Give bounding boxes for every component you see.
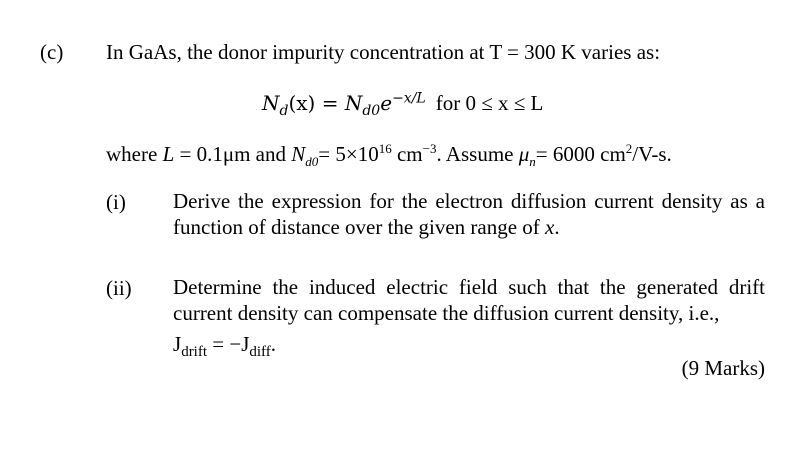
where-exp-16: 16 bbox=[378, 141, 392, 156]
where-exp-m3: −3 bbox=[422, 141, 437, 156]
part-i-text-b: . bbox=[554, 215, 560, 239]
where-mu: μ bbox=[518, 142, 530, 166]
part-i-text-a: Derive the expression for the electron diffusion current density as a function of distance over the given range of bbox=[173, 189, 765, 239]
eq-lhs-var: N bbox=[262, 90, 280, 115]
j-diff: J bbox=[241, 332, 250, 356]
where-text-5: . Assume bbox=[436, 142, 519, 166]
where-N: N bbox=[291, 142, 306, 166]
where-N-sub: d0 bbox=[305, 154, 319, 170]
where-text-2: = 0.1μm and bbox=[174, 142, 292, 166]
where-text-3: = 5×10 bbox=[318, 142, 379, 166]
where-text-6: = 6000 cm bbox=[535, 142, 626, 166]
j-drift-sub: drift bbox=[181, 344, 208, 361]
given-values bbox=[106, 141, 672, 170]
eq-rhs-sub: d0 bbox=[362, 102, 381, 119]
eq-rhs-exp: −x/L bbox=[392, 90, 426, 106]
eq-range: for 0 ≤ x ≤ L bbox=[435, 90, 544, 115]
eq-equals: = bbox=[315, 90, 345, 115]
j-equals: = − bbox=[207, 332, 242, 356]
where-mu-sub: n bbox=[529, 154, 536, 170]
eq-rhs-var: N bbox=[344, 90, 363, 115]
part-i-number: (i) bbox=[106, 190, 126, 214]
marks-label: (9 Marks) bbox=[681, 356, 765, 380]
current-balance-equation bbox=[173, 332, 276, 361]
part-ii-text: Determine the induced electric field such that the generated drift current density can compensate the diffusion current density, i.e., bbox=[173, 275, 765, 325]
j-end: . bbox=[270, 332, 277, 356]
eq-rhs-base: e bbox=[380, 90, 393, 115]
eq-lhs-arg: (x) bbox=[288, 90, 316, 115]
part-i-text bbox=[173, 188, 765, 240]
part-i-var: x bbox=[545, 215, 555, 239]
part-ii-number: (ii) bbox=[106, 276, 132, 300]
j-drift: J bbox=[173, 332, 182, 356]
question-label: (c) bbox=[40, 40, 64, 64]
where-text-1: where bbox=[106, 142, 163, 166]
where-exp-2: 2 bbox=[625, 141, 633, 156]
eq-lhs-sub: d bbox=[279, 102, 289, 119]
question-intro: In GaAs, the donor impurity concentration at T = 300 K varies as: bbox=[106, 40, 661, 64]
donor-concentration-equation bbox=[262, 90, 543, 119]
j-diff-sub: diff bbox=[249, 344, 271, 361]
where-text-7: /V-s. bbox=[632, 142, 672, 166]
where-text-4: cm bbox=[391, 142, 423, 166]
where-L: L bbox=[162, 142, 175, 166]
